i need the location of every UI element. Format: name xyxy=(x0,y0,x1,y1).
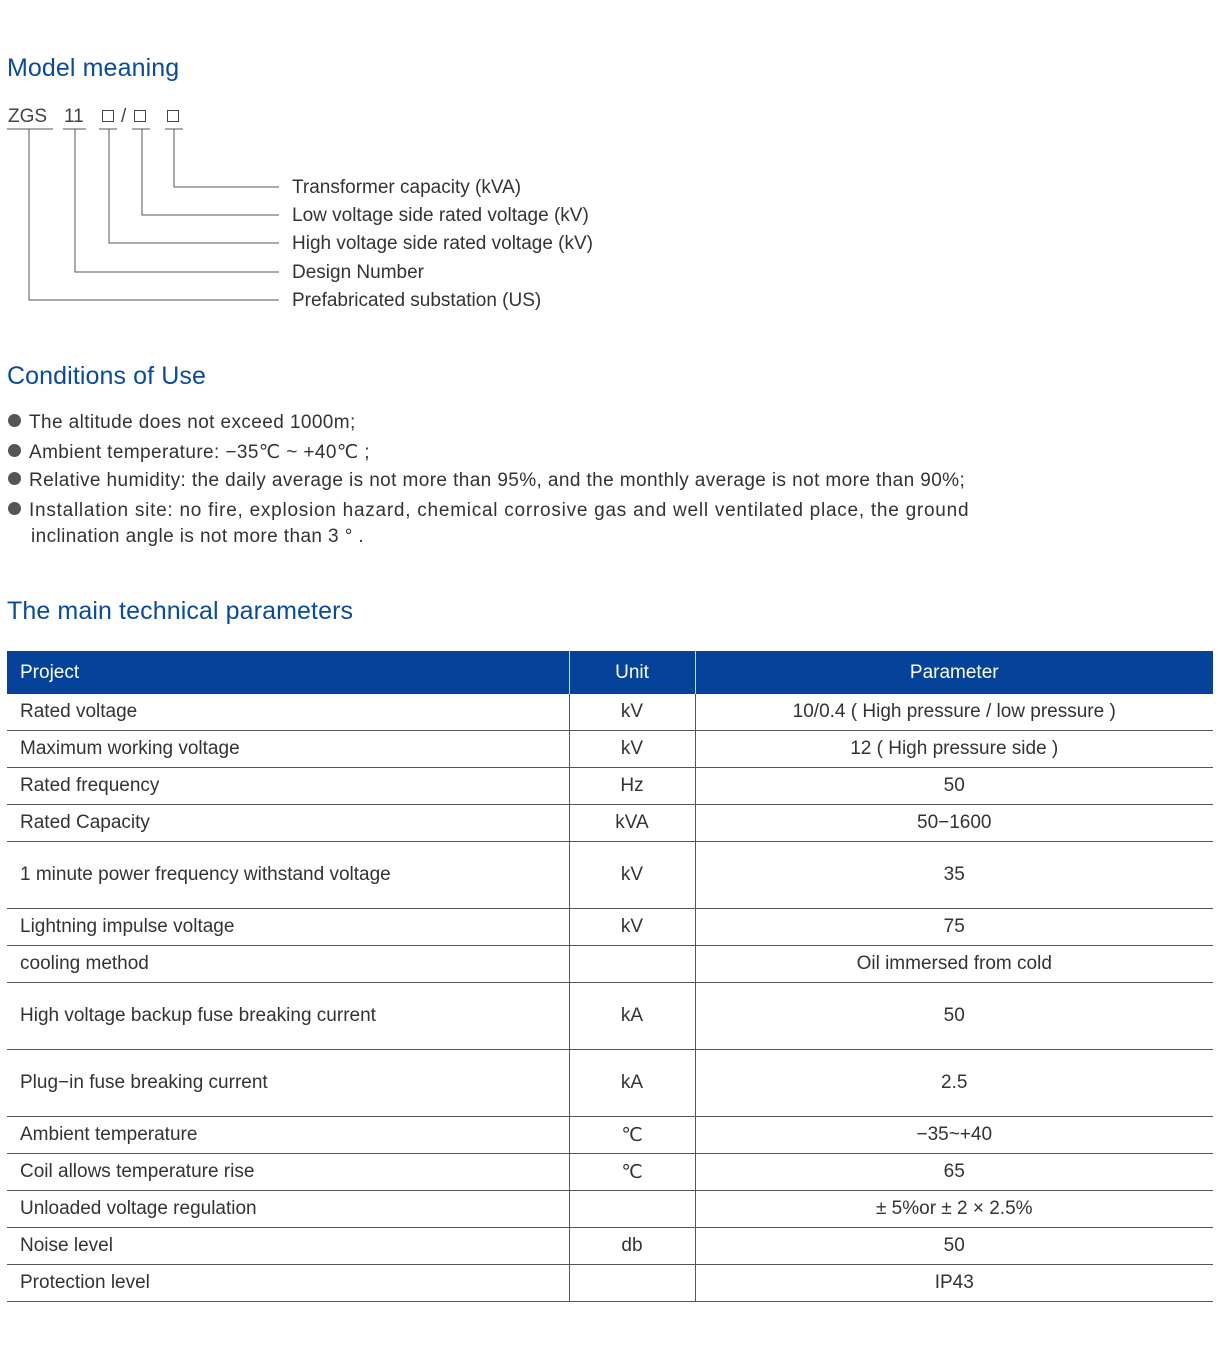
legend-design-number: Design Number xyxy=(292,262,424,283)
cell-unit: kV xyxy=(569,842,695,909)
cell-unit: Hz xyxy=(569,768,695,805)
parameters-heading: The main technical parameters xyxy=(7,597,354,625)
table-row xyxy=(7,1154,1213,1191)
condition-item xyxy=(8,470,965,492)
cell-parameter: 12 ( High pressure side ) xyxy=(695,731,1213,768)
legend-hv-voltage: High voltage side rated voltage (kV) xyxy=(292,233,593,254)
table-row xyxy=(7,842,1213,909)
connector-lv xyxy=(142,129,279,215)
legend-lv-voltage: Low voltage side rated voltage (kV) xyxy=(292,205,589,226)
cell-parameter: 50 xyxy=(695,768,1213,805)
condition-text: The altitude does not exceed 1000m; xyxy=(29,412,356,433)
condition-text: Ambient temperature: −35℃ ~ +40℃ ; xyxy=(29,442,370,463)
model-code-number: 11 xyxy=(64,106,84,127)
cell-project: Unloaded voltage regulation xyxy=(7,1191,569,1228)
table-row xyxy=(7,1117,1213,1154)
connector-design-number xyxy=(75,129,279,272)
table-row xyxy=(7,983,1213,1050)
condition-text: Relative humidity: the daily average is not more than 95%, and the monthly average is not more than 90%; xyxy=(29,470,966,491)
table-header-row xyxy=(7,651,1213,694)
cell-project: Lightning impulse voltage xyxy=(7,909,569,946)
cell-project: High voltage backup fuse breaking current xyxy=(7,983,569,1050)
cell-unit: kV xyxy=(569,909,695,946)
cell-parameter: 50 xyxy=(695,983,1213,1050)
bullet-icon xyxy=(8,472,21,485)
cell-unit xyxy=(569,1191,695,1228)
table-row xyxy=(7,1265,1213,1302)
cell-unit: kA xyxy=(569,983,695,1050)
cell-project: Coil allows temperature rise xyxy=(7,1154,569,1191)
cell-project: 1 minute power frequency withstand voltage xyxy=(7,842,569,909)
bullet-icon xyxy=(8,414,21,427)
cell-parameter: −35~+40 xyxy=(695,1117,1213,1154)
cell-unit: kV xyxy=(569,694,695,731)
cell-parameter: 50 xyxy=(695,1228,1213,1265)
cell-project: Rated voltage xyxy=(7,694,569,731)
model-code-slash: / xyxy=(121,106,127,127)
legend-capacity: Transformer capacity (kVA) xyxy=(292,177,522,198)
table-row xyxy=(7,909,1213,946)
condition-text: Installation site: no fire, explosion hazard, chemical corrosive gas and well ventilated place, the ground xyxy=(29,500,970,521)
bullet-icon xyxy=(8,502,21,515)
cell-project: Rated Capacity xyxy=(7,805,569,842)
table-row xyxy=(7,946,1213,983)
condition-item xyxy=(8,500,969,522)
cell-parameter: 35 xyxy=(695,842,1213,909)
table-row xyxy=(7,1228,1213,1265)
table-row xyxy=(7,731,1213,768)
table-row xyxy=(7,1050,1213,1117)
cell-parameter: Oil immersed from cold xyxy=(695,946,1213,983)
cell-unit: ℃ xyxy=(569,1117,695,1154)
header-unit: Unit xyxy=(569,651,695,694)
cell-parameter: 65 xyxy=(695,1154,1213,1191)
model-meaning-heading: Model meaning xyxy=(7,54,180,82)
condition-text-continued: inclination angle is not more than 3 ° . xyxy=(31,526,365,547)
cell-unit: db xyxy=(569,1228,695,1265)
cell-project: cooling method xyxy=(7,946,569,983)
connector-hv xyxy=(109,129,279,243)
conditions-heading: Conditions of Use xyxy=(7,362,207,390)
condition-item xyxy=(8,412,356,434)
table-row xyxy=(7,768,1213,805)
header-parameter: Parameter xyxy=(695,651,1213,694)
table-row xyxy=(7,694,1213,731)
cell-unit: kVA xyxy=(569,805,695,842)
table-row xyxy=(7,805,1213,842)
cell-parameter: 50−1600 xyxy=(695,805,1213,842)
header-project: Project xyxy=(7,651,569,694)
cell-project: Ambient temperature xyxy=(7,1117,569,1154)
cell-parameter: 10/0.4 ( High pressure / low pressure ) xyxy=(695,694,1213,731)
connector-capacity xyxy=(174,129,279,187)
legend-prefabricated: Prefabricated substation (US) xyxy=(292,290,542,311)
cell-parameter: 75 xyxy=(695,909,1213,946)
cell-project: Plug−in fuse breaking current xyxy=(7,1050,569,1117)
condition-item xyxy=(8,441,370,464)
parameters-table xyxy=(7,651,1213,1302)
bullet-icon xyxy=(8,444,21,457)
cell-unit: ℃ xyxy=(569,1154,695,1191)
table-row xyxy=(7,1191,1213,1228)
cell-unit: kA xyxy=(569,1050,695,1117)
cell-unit xyxy=(569,1265,695,1302)
cell-project: Noise level xyxy=(7,1228,569,1265)
cell-parameter: 2.5 xyxy=(695,1050,1213,1117)
cell-unit xyxy=(569,946,695,983)
cell-project: Maximum working voltage xyxy=(7,731,569,768)
cell-project: Protection level xyxy=(7,1265,569,1302)
cell-parameter: IP43 xyxy=(695,1265,1213,1302)
cell-unit: kV xyxy=(569,731,695,768)
cell-project: Rated frequency xyxy=(7,768,569,805)
model-code-prefix: ZGS xyxy=(8,106,48,127)
cell-parameter: ± 5%or ± 2 × 2.5% xyxy=(695,1191,1213,1228)
model-connector-diagram xyxy=(0,100,300,310)
